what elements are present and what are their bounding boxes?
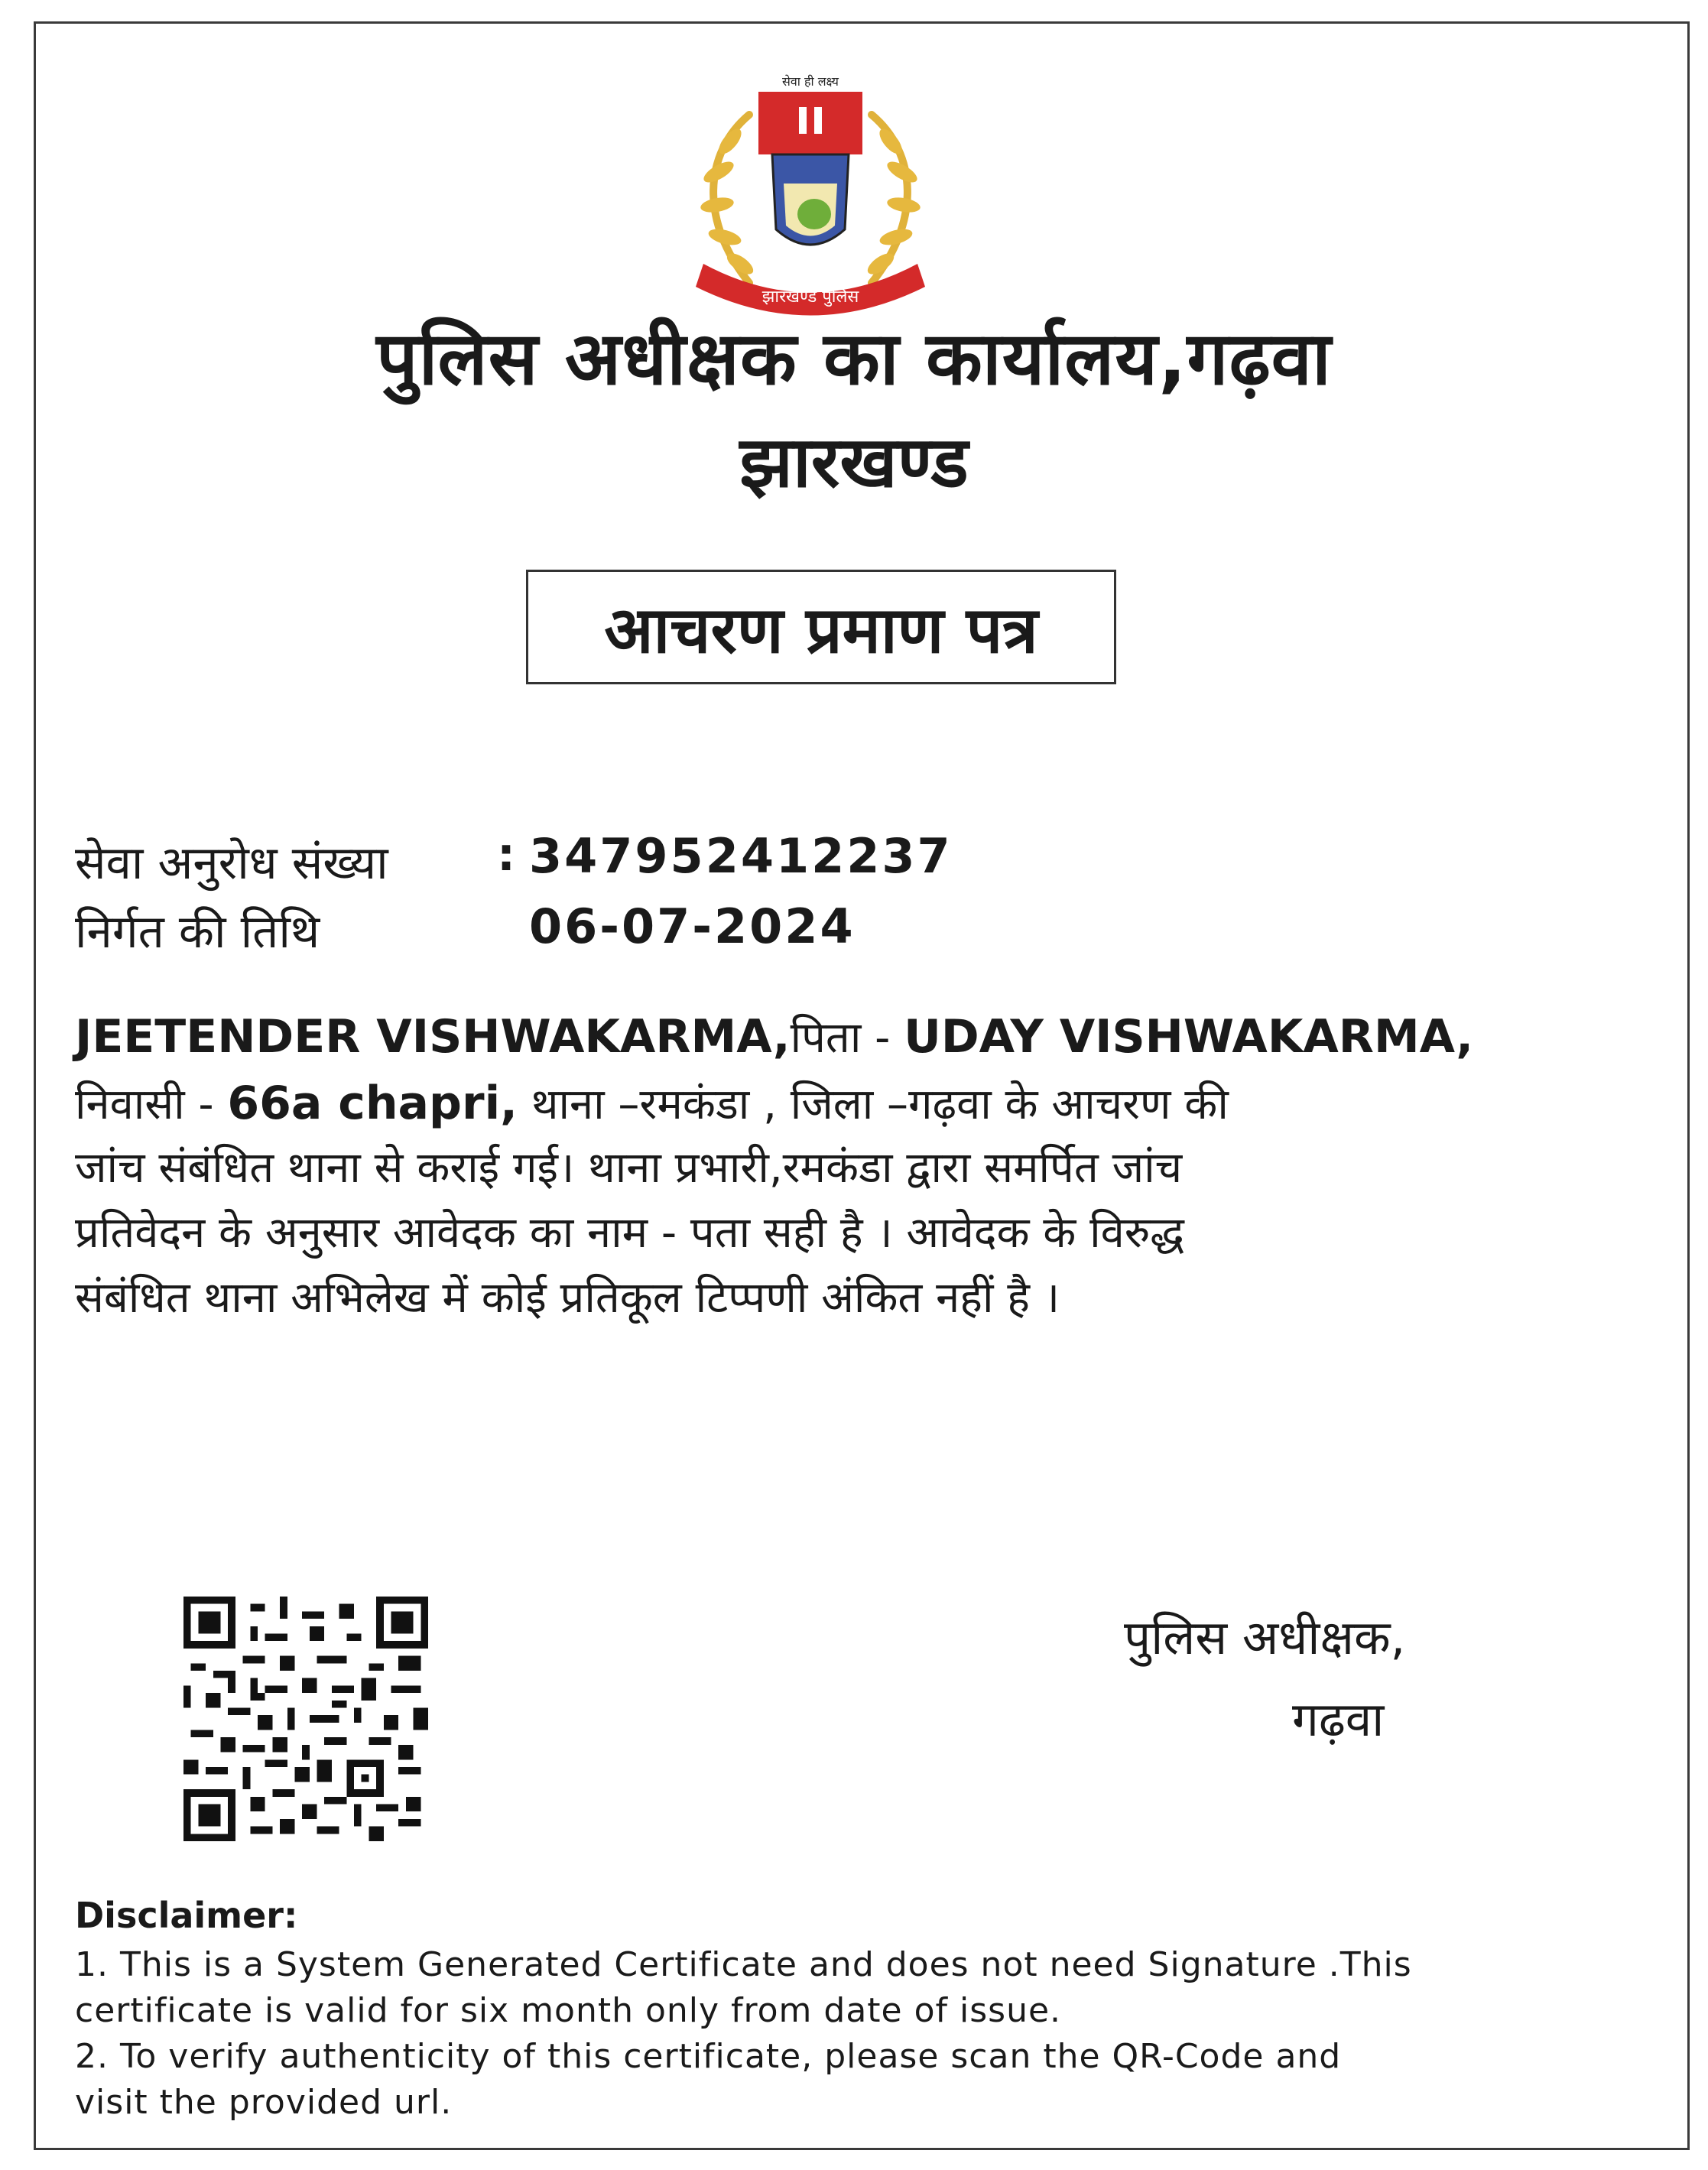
signatory-place: गढ़वा — [1292, 1691, 1385, 1747]
verification-qr-code[interactable] — [183, 1597, 428, 1841]
body-line-4: प्रतिवेदन के अनुसार आवेदक का नाम - पता सही है । आवेदक के विरुद्ध — [75, 1208, 1184, 1258]
issue-date-label: निर्गत की तिथि — [75, 905, 320, 959]
issue-date-value: 06-07-2024 — [529, 898, 856, 954]
svg-text:सेवा ही लक्ष्य: सेवा ही लक्ष्य — [782, 74, 839, 89]
signatory-designation: पुलिस अधीक्षक, — [1124, 1610, 1406, 1665]
applicant-name: JEETENDER VISHWAKARMA, — [75, 1010, 791, 1064]
body-line-3: जांच संबंधित थाना से कराई गई। थाना प्रभारी,रमकंडा द्वारा समर्पित जांच — [75, 1143, 1183, 1193]
body-line-2 — [75, 1074, 1635, 1134]
request-number-label: सेवा अनुरोध संख्या — [75, 836, 388, 890]
disclaimer-line-4: visit the provided url. — [75, 2083, 453, 2122]
resident-label: निवासी - — [75, 1080, 228, 1129]
request-number-colon: : — [497, 828, 515, 882]
father-label: पिता - — [790, 1013, 904, 1063]
body-line-5: संबंधित थाना अभिलेख में कोई प्रतिकूल टिप्पणी अंकित नहीं है । — [75, 1273, 1060, 1323]
disclaimer-heading: Disclaimer: — [75, 1895, 298, 1936]
disclaimer-line-1: 1. This is a System Generated Certificate and does not need Signature .This — [75, 1945, 1412, 1984]
body-line-2-rest: थाना –रमकंडा , जिला –गढ़वा के आचरण की — [517, 1080, 1229, 1129]
disclaimer-line-2: certificate is valid for six month only from date of issue. — [75, 1991, 1062, 2030]
office-heading: पुलिस अधीक्षक का कार्यालय,गढ़वा — [376, 316, 1332, 401]
body-line-1 — [75, 1008, 1635, 1067]
address: 66a chapri, — [227, 1077, 518, 1130]
state-heading: झारखण्ड — [739, 421, 969, 503]
request-number-value: 347952412237 — [529, 828, 953, 884]
certificate-title: आचरण प्रमाण पत्र — [526, 570, 1116, 684]
disclaimer-line-3: 2. To verify authenticity of this certificate, please scan the QR-Code and — [75, 2037, 1342, 2076]
svg-text:झारखण्ड पुलिस: झारखण्ड पुलिस — [761, 287, 859, 307]
father-name: UDAY VISHWAKARMA, — [904, 1010, 1473, 1064]
jharkhand-police-emblem — [658, 69, 963, 333]
